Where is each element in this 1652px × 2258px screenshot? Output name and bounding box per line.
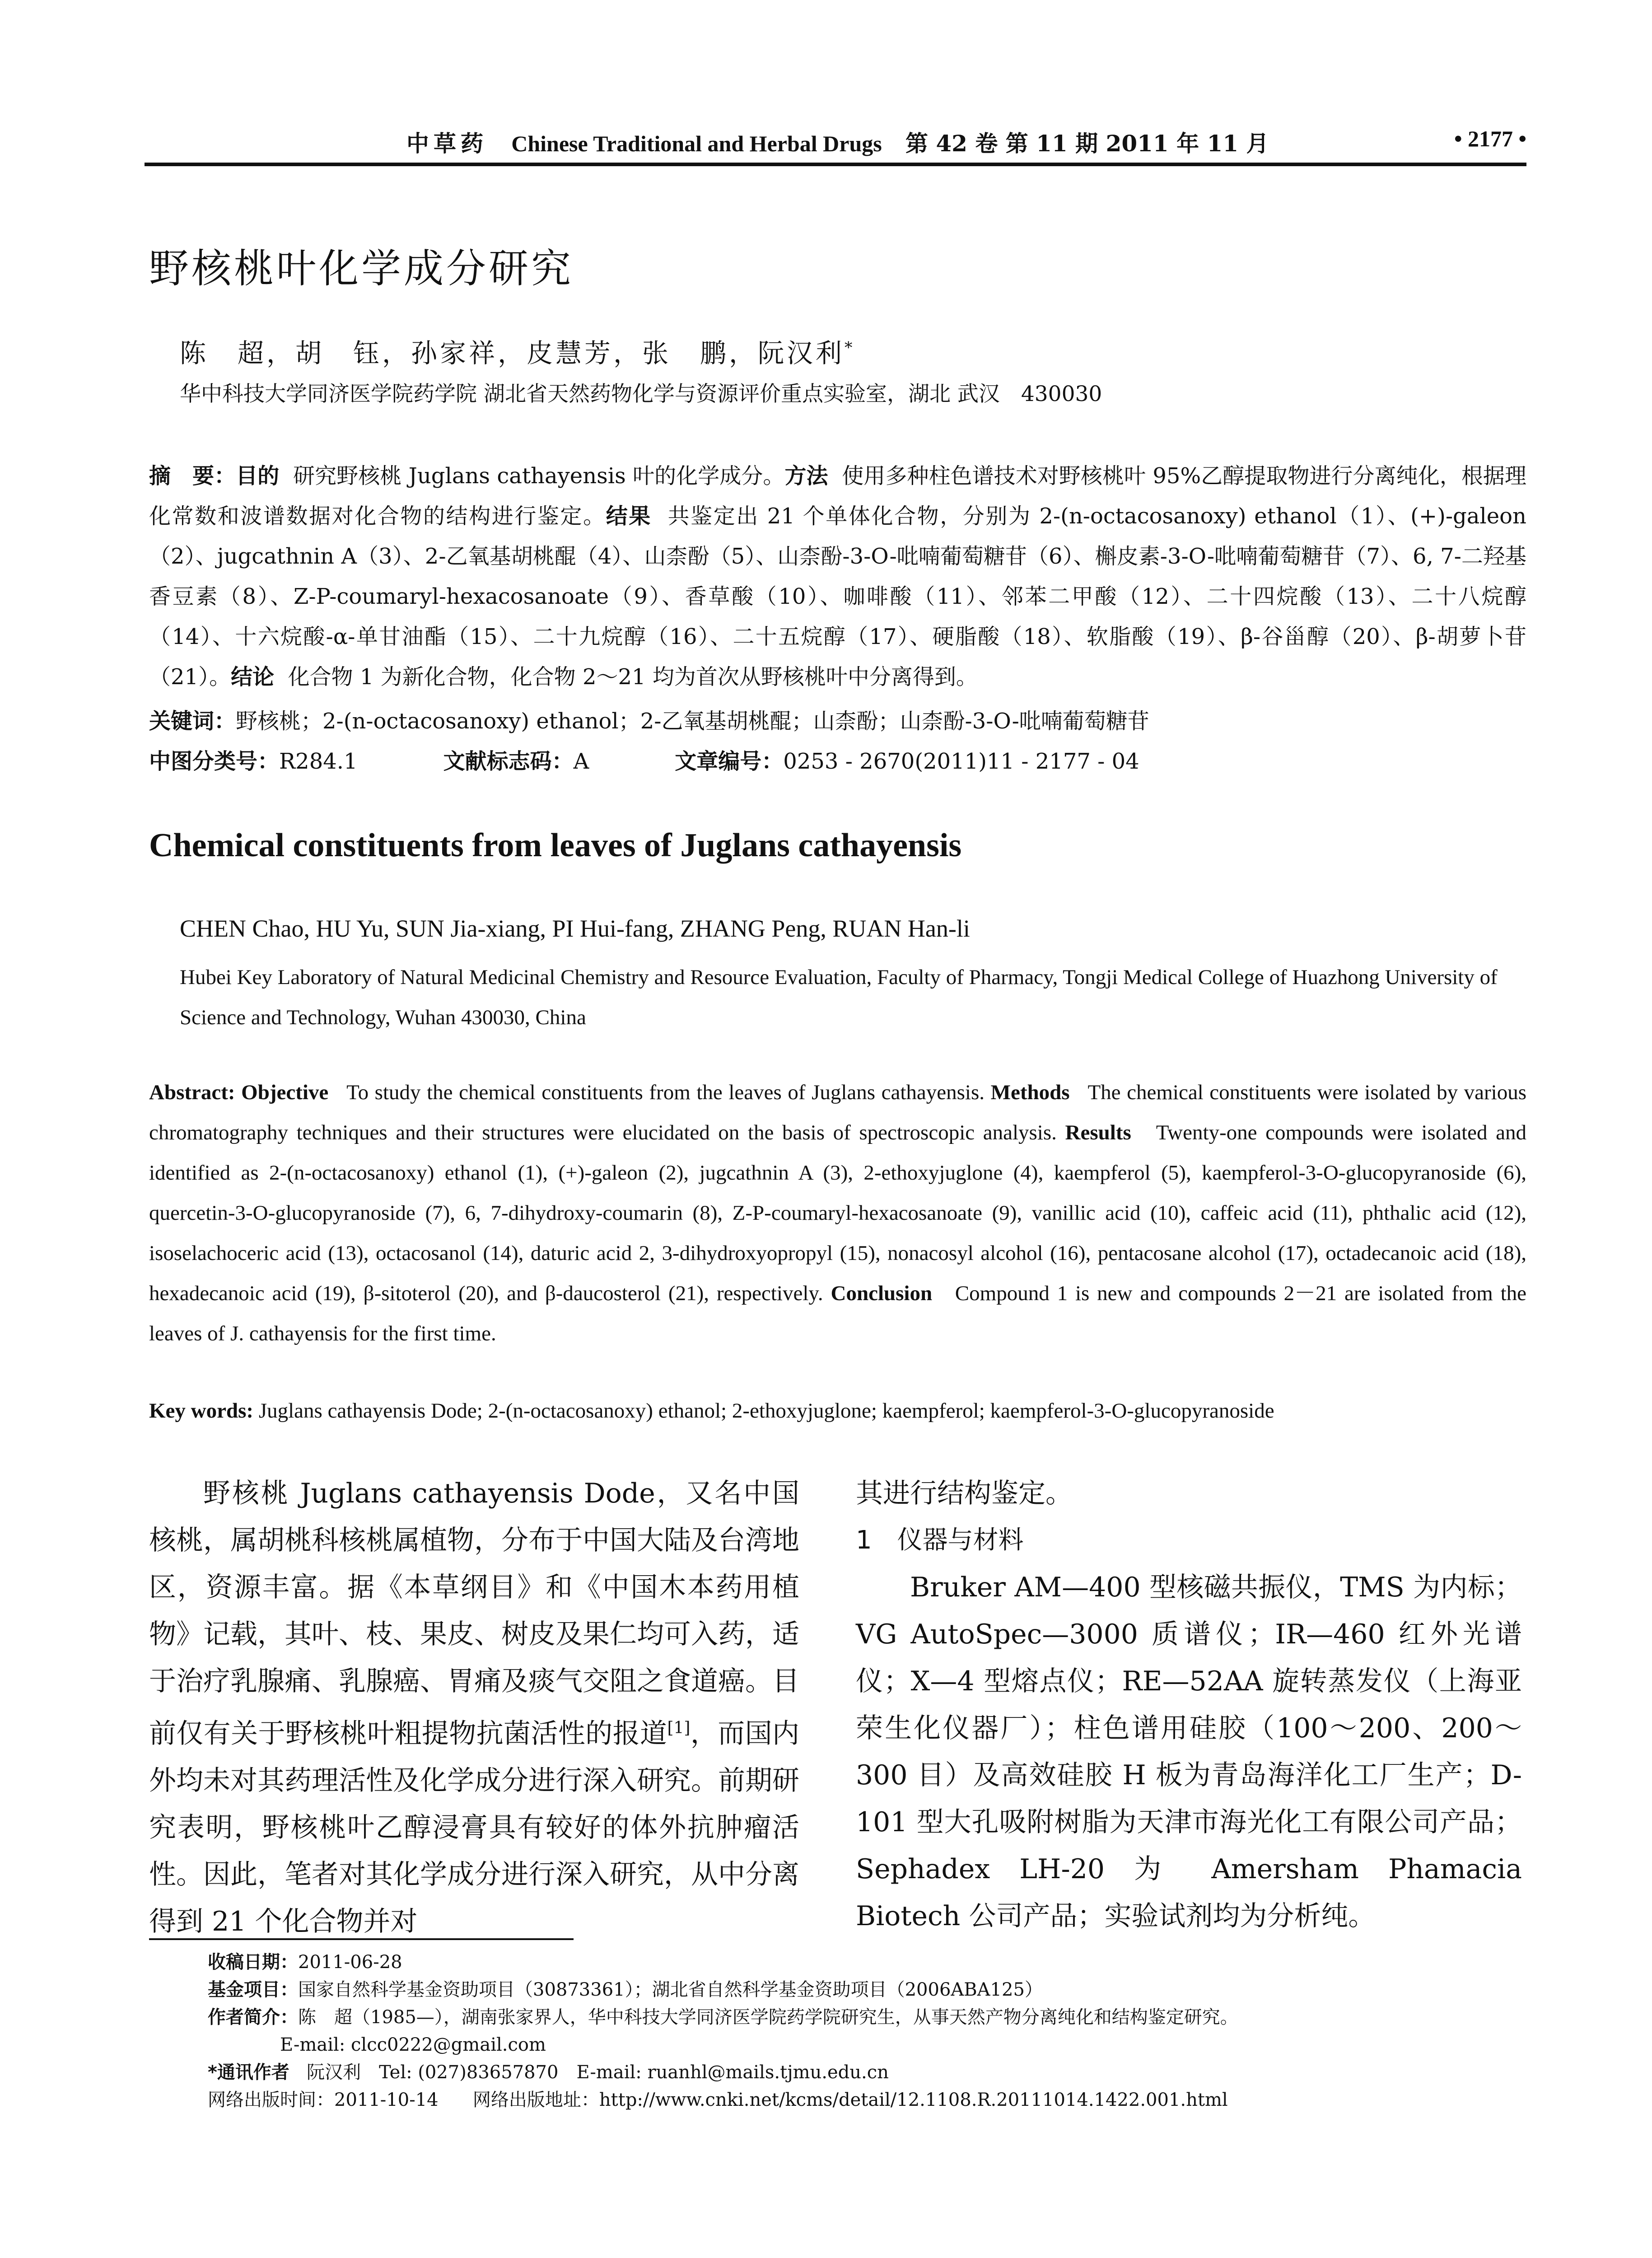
- corresponding-label: *通讯作者: [208, 2062, 289, 2083]
- clc-value: R284.1: [279, 749, 358, 774]
- corresponding-mark: *: [845, 339, 855, 357]
- journal-line: [406, 126, 1269, 158]
- doc-code-label: 文献标志码：: [443, 749, 574, 774]
- authors-en: CHEN Chao, HU Yu, SUN Jia-xiang, PI Hui-fang, ZHANG Peng, RUAN Han-li: [180, 915, 970, 942]
- online-time-label: 网络出版时间：: [208, 2090, 334, 2110]
- running-header: [145, 126, 1526, 166]
- page-number: • 2177 •: [1454, 126, 1526, 151]
- article-no-label: 文章编号：: [675, 749, 784, 774]
- online-time: 2011-10-14: [334, 2090, 439, 2110]
- footnote-received: [208, 1949, 1517, 1976]
- section-heading-1: 1 仪器与材料: [856, 1526, 1024, 1555]
- received-date: 2011-06-28: [298, 1952, 402, 1973]
- abstract-cn: [149, 456, 1526, 697]
- keywords-cn-text: 野核桃；2-(n-octacosanoxy) ethanol；2-乙氧基胡桃醌；山柰酚；山柰酚-3-O-吡喃葡萄糖苷: [236, 709, 1149, 734]
- classification: [149, 742, 1526, 782]
- footnote-fund: [208, 1976, 1517, 2004]
- affiliation-cn: 华中科技大学同济医学院药学院 湖北省天然药物化学与资源评价重点实验室，湖北 武汉 430030: [180, 382, 1102, 406]
- keywords-en-label: Key words:: [149, 1399, 254, 1423]
- clc-label: 中图分类号：: [149, 749, 280, 774]
- objective-label-cn: 目的: [236, 463, 280, 489]
- results-label-cn: 结果: [606, 504, 652, 529]
- results-cn: 共鉴定出 21 个单体化合物，分别为 2-(n-octacosanoxy) ethanol（1）、(+)-galeon（2）、jugcathnin A（3）、2-乙氧基胡桃醌（4）、山柰酚（5）、山柰酚-3-O-吡喃葡萄糖苷（6）、槲皮素-3-O-吡喃葡萄糖苷（7）、6, 7-二羟基香豆素（8）、Z-P-coumaryl-hexacosanoate（9）、香草酸（10）、咖啡酸（11）、邻苯二甲酸（12）、二十四烷酸（13）、二十八烷醇（14）、十六烷酸-α-单甘油酯（15）、二十九烷醇（16）、二十五烷醇（17）、硬脂酸（18）、软脂酸（19）、β-谷甾醇（20）、β-胡萝卜苷（21）。: [149, 504, 1526, 690]
- keywords-cn-label: 关键词：: [149, 709, 236, 734]
- methods-label-cn: 方法: [784, 463, 828, 489]
- abstract-en-label: Abstract:: [149, 1081, 235, 1104]
- header-rule: [145, 163, 1526, 166]
- intro-text-b: ，而国内外均未对其药理活性及化学成分进行深入研究。前期研究表明，野核桃叶乙醇浸膏具有较好的体外抗肿瘤活性。因此，笔者对其化学成分进行深入研究，从中分离得到 21 个化合物并对: [149, 1718, 800, 1937]
- keywords-cn: [149, 701, 1526, 742]
- keywords-en: [149, 1391, 1526, 1431]
- materials-text: Bruker AM—400 型核磁共振仪，TMS 为内标；VG AutoSpec—3000 质谱仪；IR—460 红外光谱仪；X—4 型熔点仪；RE—52AA 旋转蒸发仪（上海亚荣生化仪器厂）；柱色谱用硅胶（100～200、200～300 目）及高效硅胶 H 板为青岛海洋化工厂生产；D-101 型大孔吸附树脂为天津市海光化工有限公司产品；Sephadex LH-20 为 Amersham Phamacia Biotech 公司产品；实验试剂均为分析纯。: [856, 1572, 1522, 1932]
- author-bio-text: 陈 超（1985—），湖南张家界人，华中科技大学同济医学院药学院研究生，从事天然产物分离纯化和结构鉴定研究。: [298, 2007, 1238, 2028]
- body-right-column: [856, 1470, 1522, 1940]
- keywords-en-text: Juglans cathayensis Dode; 2-(n-octacosanoxy) ethanol; 2-ethoxyjuglone; kaempferol; kaempferol-3-O-glucopyranoside: [258, 1399, 1274, 1423]
- conclusion-label-en: Conclusion: [831, 1282, 933, 1305]
- received-label: 收稿日期：: [208, 1952, 298, 1973]
- fund-text: 国家自然科学基金资助项目（30873361）；湖北省自然科学基金资助项目（2006ABA125）: [298, 1979, 1043, 2000]
- doc-code-value: A: [573, 749, 589, 774]
- methods-label-en: Methods: [990, 1081, 1070, 1104]
- conclusion-cn: 化合物 1 为新化合物，化合物 2～21 均为首次从野核桃叶中分离得到。: [288, 664, 978, 690]
- title-cn: 野核桃叶化学成分研究: [149, 245, 574, 292]
- footnote-corresponding: [208, 2059, 1517, 2086]
- footnote-rule: [149, 1938, 574, 1940]
- corresponding-text: 阮汉利 Tel: (027)83657870 E-mail: ruanhl@mails.tjmu.edu.cn: [307, 2062, 889, 2083]
- title-en: Chemical constituents from leaves of Juglans cathayensis: [149, 827, 962, 864]
- footnote-author-email: [208, 2031, 1517, 2059]
- intro-text-c: 其进行结构鉴定。: [856, 1478, 1073, 1509]
- methods-en: The chemical constituents were isolated by various chromatography techniques and their structures were elucidated on the basis of spectroscopic analysis.: [149, 1081, 1527, 1144]
- author-bio-label: 作者简介：: [208, 2007, 298, 2028]
- objective-en: To study the chemical constituents from the leaves of Juglans cathayensis.: [346, 1081, 985, 1104]
- results-en: Twenty-one compounds were isolated and identified as 2-(n-octacosanoxy) ethanol (1), (+)-galeon (2), jugcathnin A (3), 2-ethoxyjuglone (4), kaempferol (5), kaempferol-3-O-glucopyranoside (6), quercetin-3-O-glucopyranoside (7), 6, 7-dihydroxy-coumarin (8), Z-P-coumaryl-hexacosanoate (9), vanillic acid (10), caffeic acid (11), phthalic acid (12), isoselachoceric acid (13), octacosanol (14), daturic acid 2, 3-dihydroxyopropyl (15), nonacosyl alcohol (16), pentacosane alcohol (17), octadecanoic acid (18), hexadecanoic acid (19), β-sitoterol (20), and β-daucosterol (21), respectively.: [149, 1121, 1527, 1305]
- reference-link-1[interactable]: [1]: [667, 1719, 691, 1737]
- objective-label-en: Objective: [241, 1081, 329, 1104]
- abstract-en: [149, 1073, 1526, 1354]
- authors-cn: [180, 332, 855, 370]
- authors-cn-text: 陈 超，胡 钰，孙家祥，皮慧芳，张 鹏，阮汉利: [180, 338, 845, 369]
- fund-label: 基金项目：: [208, 1979, 298, 2000]
- online-url-label: 网络出版地址：: [472, 2090, 599, 2110]
- footnote-online: [208, 2086, 1517, 2114]
- objective-cn: 研究野核桃 Juglans cathayensis 叶的化学成分。: [293, 463, 785, 489]
- results-label-en: Results: [1065, 1121, 1131, 1144]
- footnote-author: [208, 2004, 1517, 2031]
- conclusion-en: Compound 1 is new and compounds 2－21 are isolated from the leaves of J. cathayensis for the first time.: [149, 1282, 1527, 1345]
- article-no-value: 0253 - 2670(2011)11 - 2177 - 04: [783, 749, 1139, 774]
- online-url-link[interactable]: http://www.cnki.net/kcms/detail/12.1108.R.20111014.1422.001.html: [599, 2090, 1228, 2110]
- author-email[interactable]: E-mail: clcc0222@gmail.com: [280, 2034, 546, 2055]
- intro-text-a: 野核桃 Juglans cathayensis Dode，又名中国核桃，属胡桃科核桃属植物，分布于中国大陆及台湾地区，资源丰富。据《本草纲目》和《中国木本药用植物》记载，其叶、枝、果皮、树皮及果仁均可入药，适于治疗乳腺痛、乳腺癌、胃痛及痰气交阻之食道癌。目前仅有关于野核桃叶粗提物抗菌活性的报道: [149, 1478, 799, 1749]
- methods-cn: 使用多种柱色谱技术对野核桃叶 95%乙醇提取物进行分离纯化，根据理化常数和波谱数据对化合物的结构进行鉴定。: [149, 463, 1526, 529]
- journal-name-cn: 中草药: [406, 131, 488, 157]
- footnotes: [208, 1949, 1517, 2114]
- issue-info: 第 42 卷 第 11 期 2011 年 11 月: [905, 130, 1269, 157]
- abstract-cn-label: 摘 要：: [149, 463, 236, 489]
- conclusion-label-cn: 结论: [231, 664, 275, 690]
- affiliation-en: Hubei Key Laboratory of Natural Medicinal Chemistry and Resource Evaluation, Faculty of Pharmacy, Tongji Medical College of Huazhong University of Science and Technology, Wuhan 430030, China: [180, 966, 1498, 1029]
- body-left-column: [149, 1470, 799, 1945]
- journal-name-en: Chinese Traditional and Herbal Drugs: [511, 131, 882, 156]
